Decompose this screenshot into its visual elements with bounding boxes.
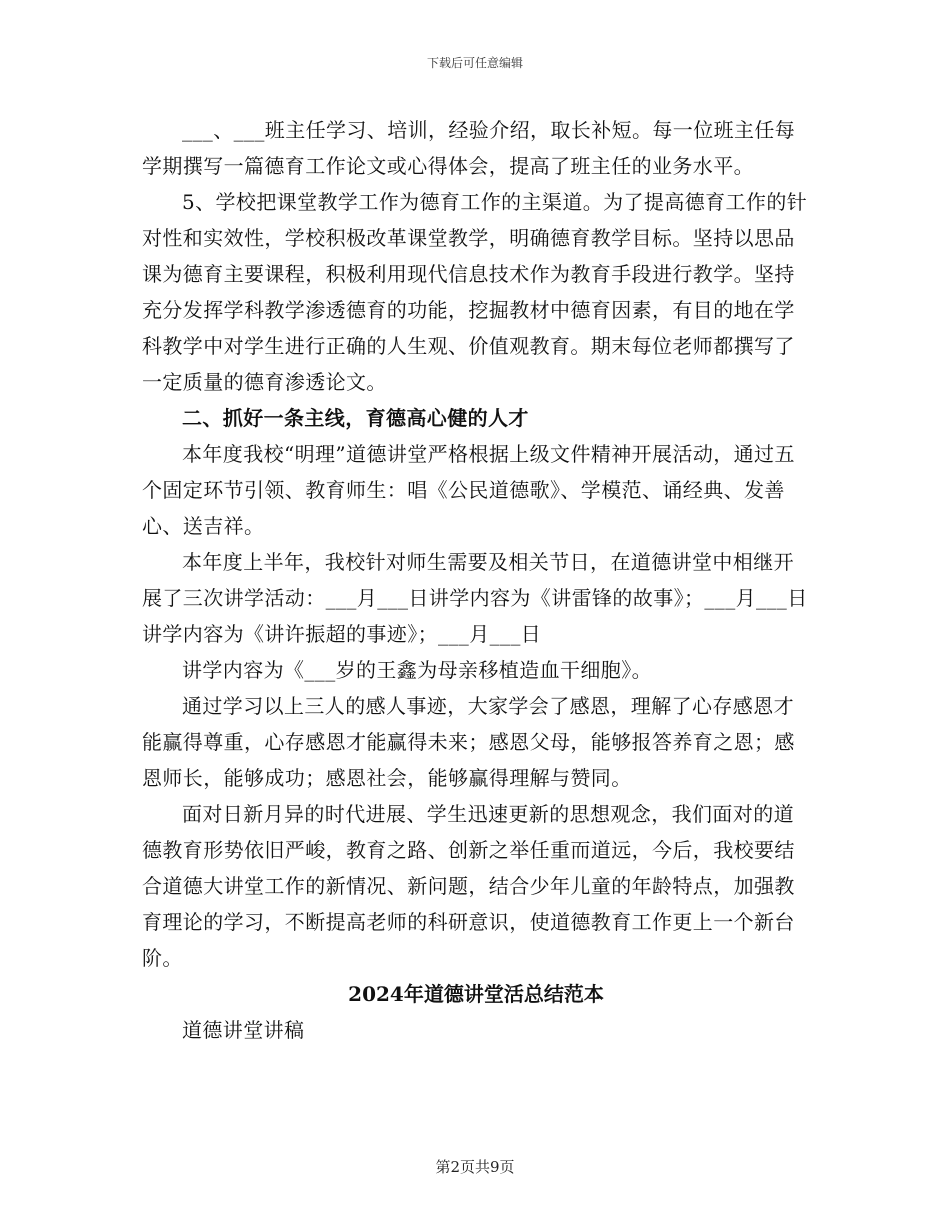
document-body [142,112,810,1048]
paragraph-3: 本年度我校“明理”道德讲堂严格根据上级文件精神开展活动，通过五个固定环节引领、教育师生：唱《公民道德歌》、学模范、诵经典、发善心、送吉祥。 [142,442,795,538]
document-title: 2024年道德讲堂活总结范本 [348,982,604,1006]
paragraph-7: 面对日新月异的时代进展、学生迅速更新的思想观念，我们面对的道德教育形势依旧严峻，教育之路、创新之举任重而道远，今后，我校要结合道德大讲堂工作的新情况、新问题，结合少年儿童的年龄特点，加强教育理论的学习，不断提高老师的科研意识，使道德教育工作更上一个新台阶。 [142,802,795,970]
paragraph-1: ___、___班主任学习、培训，经验介绍，取长补短。每一位班主任每学期撰写一篇德育工作论文或心得体会，提高了班主任的业务水平。 [142,118,796,178]
paragraph-2: 5、学校把课堂教学工作为德育工作的主渠道。为了提高德育工作的针对性和实效性，学校积极改革课堂教学，明确德育教学目标。坚持以思品课为德育主要课程，积极利用现代信息技术作为教育手段进行教学。坚持充分发挥学科教学渗透德育的功能，挖掘教材中德育因素，有目的地在学科教学中对学生进行正确的人生观、价值观教育。期末每位老师都撰写了一定质量的德育渗透论文。 [142,190,808,394]
page-footer: 第2页共9页 [435,1158,515,1176]
paragraph-6: 通过学习以上三人的感人事迹，大家学会了感恩，理解了心存感恩才能赢得尊重，心存感恩才能赢得未来；感恩父母，能够报答养育之恩；感恩师长，能够成功；感恩社会，能够赢得理解与赞同。 [142,694,795,790]
paragraph-5: 讲学内容为《___岁的王鑫为母亲移植造血干细胞》。 [182,658,652,682]
paragraph-4: 本年度上半年，我校针对师生需要及相关节日，在道德讲堂中相继开展了三次讲学活动：___月___日讲学内容为《讲雷锋的故事》；___月___日讲学内容为《讲许振超的事迹》；___月___日 [142,550,808,646]
paragraph-final: 道德讲堂讲稿 [182,1018,305,1042]
page-header: 下载后可任意编辑 [426,56,523,70]
section-heading: 二、抓好一条主线，育德高心健的人才 [182,406,529,430]
